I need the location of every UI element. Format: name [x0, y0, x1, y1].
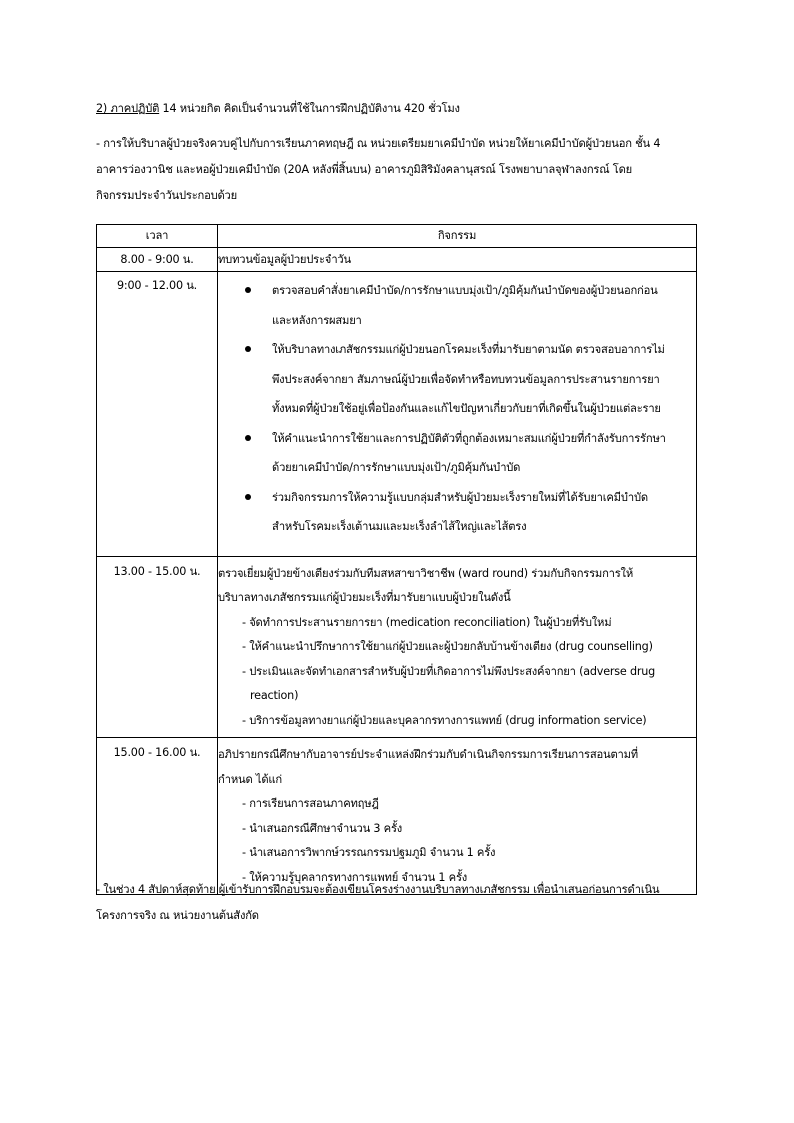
activity-line: อภิปรายกรณีศึกษากับอาจารย์ประจำแหล่งฝึกร่วมกับดำเนินกิจกรรมการเรียนการสอนตามที่ — [218, 748, 638, 761]
closing-line: - ในช่วง 4 สัปดาห์สุดท้าย ผู้เข้ารับการฝึกอบรมจะต้องเขียนโครงร่างงานบริบาลทางเภสัชกรรม เพื่อนำเสนอก่อนการดำเนิน — [96, 883, 660, 896]
section-heading-label: 2) ภาคปฏิบัติ — [96, 102, 160, 115]
activity-item: - จัดทำการประสานรายการยา (medication reconciliation) ในผู้ป่วยที่รับใหม่ — [242, 615, 612, 629]
header-time: เวลา — [97, 225, 218, 248]
bullet-line: ตรวจสอบคำสั่งยาเคมีบำบัด/การรักษาแบบมุ่งเป้า/ภูมิคุ้มกันบำบัดของผู้ป่วยนอกก่อน — [272, 284, 658, 297]
intro-line: กิจกรรมประจำวันประกอบด้วย — [96, 189, 237, 202]
bullet-item — [218, 335, 696, 424]
activity-item: - การเรียนการสอนภาคทฤษฎี — [242, 797, 379, 810]
time-cell: 15.00 - 16.00 น. — [97, 738, 218, 895]
bullet-line: ด้วยยาเคมีบำบัด/การรักษาแบบมุ่งเป้า/ภูมิคุ้มกันบำบัด — [272, 461, 521, 474]
intro-line: อาคารว่องวานิช และหอผู้ป่วยเคมีบำบัด (20A หลังพี่สิ้นบน) อาคารภูมิสิริมังคลานุสรณ์ โรงพยาบาลจุฬาลงกรณ์ โดย — [96, 163, 632, 176]
bullet-line: สำหรับโรคมะเร็งเต้านมและมะเร็งลำไส้ใหญ่และไส้ตรง — [272, 520, 527, 533]
activity-item: - ให้คำแนะนำปรึกษาการใช้ยาแก่ผู้ป่วยและผู้ป่วยกลับบ้านข้างเตียง (drug counselling) — [242, 640, 653, 653]
bullet-dot-icon — [245, 494, 251, 500]
activity-cell — [218, 272, 697, 557]
table-header-row — [97, 225, 697, 248]
table-row — [97, 248, 697, 272]
time-cell: 9:00 - 12.00 น. — [97, 272, 218, 557]
bullet-dot-icon — [245, 346, 251, 352]
activity-item: - ประเมินและจัดทำเอกสารสำหรับผู้ป่วยที่เกิดอาการไม่พึงประสงค์จากยา (adverse drug — [242, 664, 656, 678]
bullet-dot-icon — [245, 287, 251, 293]
bullet-line: และหลังการผสมยา — [272, 313, 362, 327]
intro-line: - การให้บริบาลผู้ป่วยจริงควบคู่ไปกับการเรียนภาคทฤษฎี ณ หน่วยเตรียมยาเคมีบำบัด หน่วยให้ยาเคมีบำบัดผู้ป่วยนอก ชั้น 4 — [96, 137, 661, 150]
closing-line: โครงการจริง ณ หน่วยงานต้นสังกัด — [96, 909, 259, 922]
table-row — [97, 556, 697, 738]
activity-line: บริบาลทางเภสัชกรรมแก่ผู้ป่วยมะเร็งที่มารับยาแบบผู้ป่วยในดังนี้ — [218, 591, 511, 604]
bullet-line: พึงประสงค์จากยา สัมภาษณ์ผู้ป่วยเพื่อจัดทำหรือทบทวนข้อมูลการประสานรายการยา — [272, 372, 660, 386]
activity-item: - บริการข้อมูลทางยาแก่ผู้ป่วยและบุคลากรทางการแพทย์ (drug information service) — [242, 713, 647, 727]
activity-item: - นำเสนอการวิพากษ์วรรณกรรมปฐมภูมิ จำนวน 1 ครั้ง — [242, 846, 496, 859]
time-cell: 8.00 - 9:00 น. — [97, 248, 218, 272]
time-cell: 13.00 - 15.00 น. — [97, 556, 218, 738]
activity-cell — [218, 556, 697, 738]
bullet-line: ทั้งหมดที่ผู้ป่วยใช้อยู่เพื่อป้องกันและแก้ไขปัญหาเกี่ยวกับยาที่เกิดขึ้นในผู้ป่วยแต่ละราย — [272, 402, 661, 415]
activity-cell: ทบทวนข้อมูลผู้ป่วยประจำวัน — [218, 248, 697, 272]
table-row — [97, 738, 697, 895]
table-row — [97, 272, 697, 557]
bullet-line: ให้บริบาลทางเภสัชกรรมแก่ผู้ป่วยนอกโรคมะเร็งที่มารับยาตามนัด ตรวจสอบอาการไม่ — [272, 343, 665, 356]
activity-item: - ให้ความรู้บุคลากรทางการแพทย์ จำนวน 1 ครั้ง — [242, 870, 468, 884]
activity-line: กำหนด ได้แก่ — [218, 772, 282, 786]
schedule-table — [96, 224, 697, 895]
bullet-line: ร่วมกิจกรรมการให้ความรู้แบบกลุ่มสำหรับผู้ป่วยมะเร็งรายใหม่ที่ได้รับยาเคมีบำบัด — [272, 490, 648, 504]
activity-item-continuation: reaction) — [250, 689, 299, 702]
activity-line: ตรวจเยี่ยมผู้ป่วยข้างเตียงร่วมกับทีมสหสาขาวิชาชีพ (ward round) ร่วมกับกิจกรรมการให้ — [218, 566, 633, 580]
section-heading — [96, 101, 460, 117]
bullet-dot-icon — [245, 435, 251, 441]
bullet-item — [218, 424, 696, 483]
activity-cell — [218, 738, 697, 895]
header-activity: กิจกรรม — [218, 225, 697, 248]
section-heading-rest: 14 หน่วยกิต คิดเป็นจำนวนที่ใช้ในการฝึกปฏิบัติงาน 420 ชั่วโมง — [159, 102, 460, 115]
activity-item: - นำเสนอกรณีศึกษาจำนวน 3 ครั้ง — [242, 821, 403, 835]
bullet-line: ให้คำแนะนำการใช้ยาและการปฏิบัติตัวที่ถูกต้องเหมาะสมแก่ผู้ป่วยที่กำลังรับการรักษา — [272, 431, 666, 445]
bullet-item — [218, 483, 696, 542]
bullet-item — [218, 276, 696, 335]
